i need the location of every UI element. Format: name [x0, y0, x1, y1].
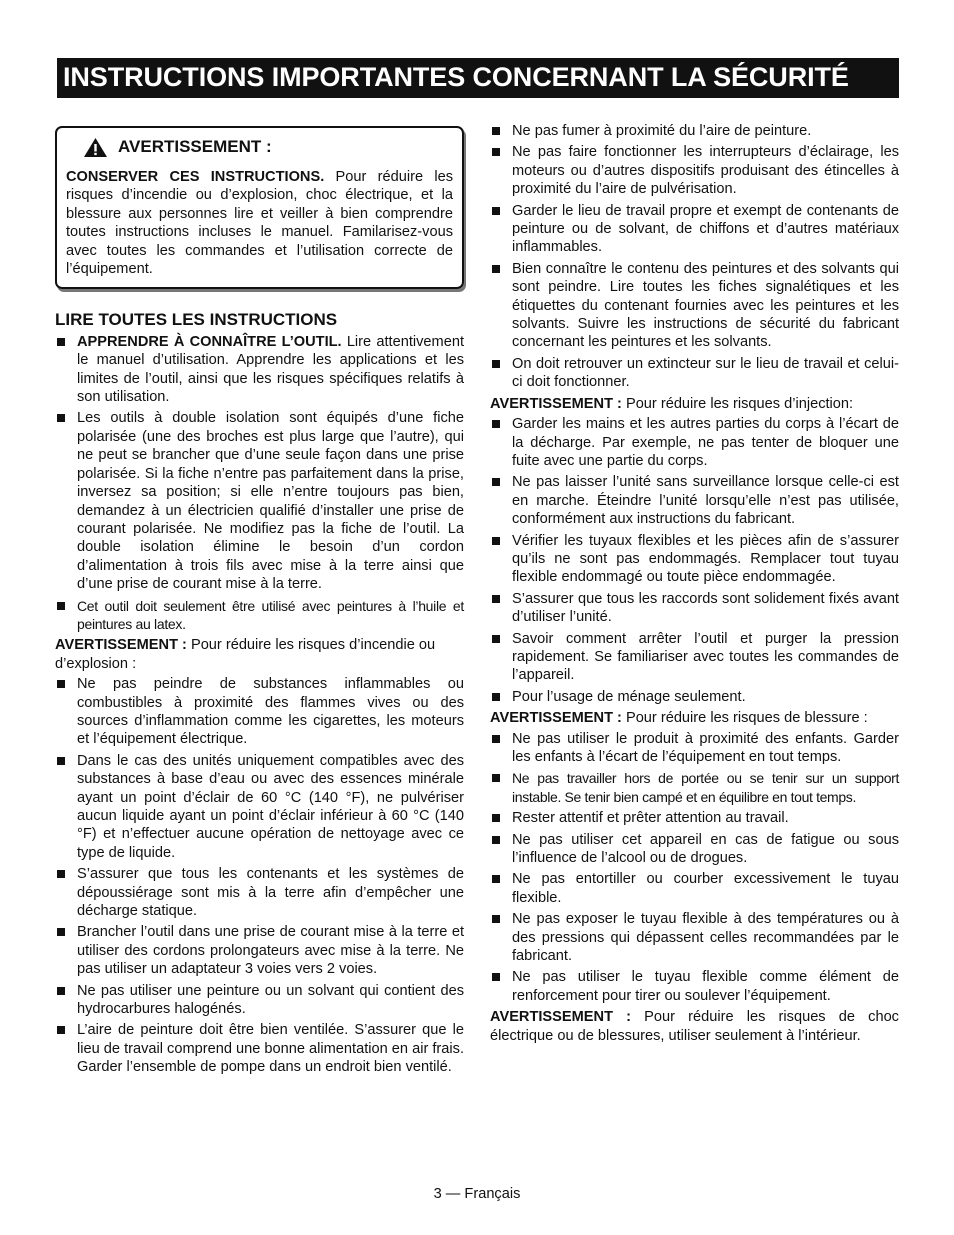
square-bullet-icon — [57, 602, 65, 610]
title-bar — [57, 58, 899, 98]
list-item — [55, 333, 464, 407]
list-item — [490, 260, 899, 352]
square-bullet-icon — [57, 338, 65, 346]
square-bullet-icon — [492, 693, 500, 701]
warning-text: Pour réduire les risques de blessure : — [621, 710, 868, 727]
warning-fire — [55, 636, 464, 673]
list-item — [55, 597, 464, 634]
warning-triangle-icon — [83, 137, 108, 158]
list-item-text: Vérifier les tuyaux flexibles et les pièces afin de s’assurer qu’ils ne sont pas endommagés. Remplacer tout tuyau flexible endommagé ou toute pièce endommagée. — [512, 532, 899, 586]
list-item — [490, 415, 899, 470]
list-item — [490, 202, 899, 257]
list-item-text: Rester attentif et prêter attention au travail. — [512, 810, 789, 827]
list-item-text: Ne pas utiliser le tuyau flexible comme élément de renforcement pour tirer ou soulever l’équipement. — [512, 969, 899, 1004]
list-item — [490, 870, 899, 907]
warning-label: AVERTISSEMENT : — [490, 1009, 631, 1026]
square-bullet-icon — [492, 595, 500, 603]
list-item — [55, 752, 464, 862]
square-bullet-icon — [492, 478, 500, 486]
warning-box-body: Pour réduire les risques d’incendie ou d’explosion, choc électrique, et la blessure aux personnes lire et veiller à bien comprendre toutes instructions incluses le manuel. Familarisez-vous avec toutes les commandes et l’utilisation correcte de l’équipement. — [66, 169, 453, 278]
list-item — [55, 865, 464, 920]
page-footer — [0, 1186, 954, 1202]
list-item-text: Brancher l’outil dans une prise de courant mise à la terre et utiliser des cordons prolongateurs avec mise à la terre. Ne pas utiliser un adaptateur 3 voies vers 2 voies. — [77, 924, 464, 978]
square-bullet-icon — [57, 414, 65, 422]
warning-text: Pour réduire les risques d’incendie ou d’explosion : — [55, 637, 436, 672]
list-item — [490, 143, 899, 198]
list-item — [490, 769, 899, 806]
list-item-text: On doit retrouver un extincteur sur le lieu de travail et celui-ci doit fonctionner. — [512, 355, 899, 391]
list-item-text: Lire attentivement le manuel d’utilisation. Apprendre les applications et les limites de l’outil, ainsi que les risques spécifiques relatifs à son utilisation. — [77, 333, 464, 406]
square-bullet-icon — [492, 836, 500, 844]
warning-label: AVERTISSEMENT : — [490, 395, 622, 412]
list-item-text: Savoir comment arrêter l’outil et purger la pression rapidement. Se familiariser avec toutes les commandes de l’appareil. — [512, 630, 899, 684]
list-item-text: S’assurer que tous les raccords sont solidement fixés avant d’utiliser l’unité. — [512, 590, 899, 626]
square-bullet-icon — [492, 360, 500, 368]
list-item-text: Ne pas utiliser le produit à proximité des enfants. Garder les enfants à l’écart de l’équipement en tout temps. — [512, 730, 899, 765]
list-item — [490, 473, 899, 528]
warning-text: Pour réduire les risques d’injection: — [621, 395, 854, 412]
fire-warning-list — [55, 675, 464, 1077]
square-bullet-icon — [492, 915, 500, 923]
left-column — [55, 126, 464, 1080]
page-title: INSTRUCTIONS IMPORTANTES CONCERNANT LA SÉCURITÉ — [63, 62, 849, 92]
warning-label: AVERTISSEMENT : — [55, 637, 187, 654]
list-item-lead: APPRENDRE À CONNAÎTRE L’OUTIL. — [77, 333, 342, 350]
list-item-text: Ne pas travailler hors de portée ou se tenir sur un support instable. Se tenir bien campé et en équilibre en tout temps. — [512, 770, 899, 805]
list-item — [55, 1021, 464, 1076]
square-bullet-icon — [57, 987, 65, 995]
list-item-text: Les outils à double isolation sont équipés d’une fiche polarisée (une des broches est plus large que l’autre), qui ne peut se brancher que d’une seule façon dans une prise polarisée. Si la fiche n’entre pas parfaitement dans la prise, inversez sa position; si elle n’entre toujours pas bien, demandez à un électricien qualifié d’installer une prise de courant polarisée. Ne modifiez pas la fiche de l’outil. La double isolation élimine le besoin d’un cordon d’alimentation à trois fils avec mise à la terre ainsi que d’une prise de courant mise à la terre. — [77, 410, 464, 593]
warning-shock — [490, 1008, 899, 1045]
list-item — [55, 923, 464, 978]
list-item — [490, 355, 899, 392]
list-item — [490, 968, 899, 1005]
square-bullet-icon — [492, 127, 500, 135]
warning-label: AVERTISSEMENT : — [490, 710, 622, 727]
list-item-text: L’aire de peinture doit être bien ventilée. S’assurer que le lieu de travail comprend une bonne alimentation en air frais. Garder l’ensemble de pompe dans un endroit bien ventilé. — [77, 1022, 464, 1076]
square-bullet-icon — [492, 207, 500, 215]
square-bullet-icon — [492, 973, 500, 981]
list-item-text: Ne pas utiliser cet appareil en cas de fatigue ou sous l’influence de l’alcool ou de drogues. — [512, 831, 899, 867]
page-number: 3 — Français — [433, 1186, 521, 1202]
square-bullet-icon — [492, 537, 500, 545]
square-bullet-icon — [492, 735, 500, 743]
list-item-text: Garder le lieu de travail propre et exempt de contenants de peinture ou de solvant, de chiffons et d’autres matériaux inflammables. — [512, 202, 899, 256]
injection-warning-list — [490, 415, 899, 706]
square-bullet-icon — [492, 148, 500, 156]
list-item-text: Pour l’usage de ménage seulement. — [512, 688, 746, 705]
list-item — [490, 910, 899, 965]
list-item-text: S’assurer que tous les contenants et les systèmes de dépoussiérage sont mis à la terre afin d’empêcher une décharge statique. — [77, 866, 464, 920]
list-item-text: Cet outil doit seulement être utilisé avec peintures à l’huile et peintures au latex. — [77, 597, 464, 632]
list-item-text: Garder les mains et les autres parties du corps à l’écart de la décharge. Par exemple, ne pas tenter de bloquer une fuite avec une partie du corps. — [512, 416, 899, 469]
list-item — [490, 730, 899, 767]
list-item — [490, 831, 899, 868]
list-item-text: Ne pas fumer à proximité du l’aire de peinture. — [512, 123, 812, 139]
square-bullet-icon — [57, 757, 65, 765]
list-item — [490, 122, 899, 140]
square-bullet-icon — [57, 928, 65, 936]
warning-box-header — [66, 137, 453, 158]
list-item — [490, 590, 899, 627]
list-item-text: Ne pas entortiller ou courber excessivement le tuyau flexible. — [512, 871, 899, 906]
list-item-text: Ne pas utiliser une peinture ou un solvant qui contient des hydrocarbures halogénés. — [77, 982, 464, 1018]
warning-box-lead: CONSERVER CES INSTRUCTIONS. — [66, 169, 325, 185]
injury-warning-list — [490, 730, 899, 1006]
warning-box — [55, 126, 464, 289]
square-bullet-icon — [492, 420, 500, 428]
warning-injection — [490, 395, 899, 413]
list-item — [490, 809, 899, 827]
warning-box-text — [66, 168, 453, 278]
list-item-text: Dans le cas des unités uniquement compatibles avec des substances à base d’eau ou avec des essences minérale ayant un point d’éclair de 60 °C (140 °F), ne pulvériser aucun liquide ayant un point d’éclair inférieur à 60 °C (140 °F) et n’effectuer aucune opération de nettoyage avec ce type de liquide. — [77, 752, 464, 861]
warning-box-title: AVERTISSEMENT : — [118, 137, 272, 157]
list-item-text: Ne pas laisser l’unité sans surveillance lorsque celle-ci est en marche. Éteindre l’unité lorsqu’elle n’est pas utilisée, conformément aux instructions du fabricant. — [512, 474, 899, 528]
list-item-text: Ne pas faire fonctionner les interrupteurs d’éclairage, les moteurs ou d’autres dispositifs produisant des étincelles à proximité du l’aire de pulvérisation. — [512, 144, 899, 198]
section-title: LIRE TOUTES LES INSTRUCTIONS — [55, 310, 338, 330]
square-bullet-icon — [492, 635, 500, 643]
instruction-list — [55, 333, 464, 634]
list-item-text: Ne pas peindre de substances inflammables ou combustibles à proximité des flammes vives ou des sources d’inflammation comme les cigarettes, les moteurs et l’équipement électrique. — [77, 676, 464, 748]
list-item-text: Bien connaître le contenu des peintures et des solvants qui sont peindre. Lire toutes les fiches signalétiques et les étiquettes du contenant fournies avec les peintures et les solvants. Suivre les instructions de sécurité du fabricant concernant les peintures et les solvants. — [512, 260, 899, 351]
list-item — [55, 982, 464, 1019]
square-bullet-icon — [57, 680, 65, 688]
fire-warning-list-continued — [490, 122, 899, 392]
square-bullet-icon — [57, 870, 65, 878]
square-bullet-icon — [57, 1026, 65, 1034]
list-item — [490, 532, 899, 587]
square-bullet-icon — [492, 774, 500, 782]
warning-injury — [490, 709, 899, 727]
list-item-text: Ne pas exposer le tuyau flexible à des températures ou à des pressions qui dépassent celles recommandées par le fabricant. — [512, 911, 899, 965]
right-column — [490, 122, 899, 1047]
square-bullet-icon — [492, 814, 500, 822]
list-item — [55, 675, 464, 749]
square-bullet-icon — [492, 875, 500, 883]
list-item — [490, 630, 899, 685]
list-item — [490, 688, 899, 706]
list-item — [55, 409, 464, 593]
warning-text: Pour réduire les risques de choc électrique ou de blessures, utiliser seulement à l’intérieur. — [490, 1009, 899, 1044]
square-bullet-icon — [492, 265, 500, 273]
